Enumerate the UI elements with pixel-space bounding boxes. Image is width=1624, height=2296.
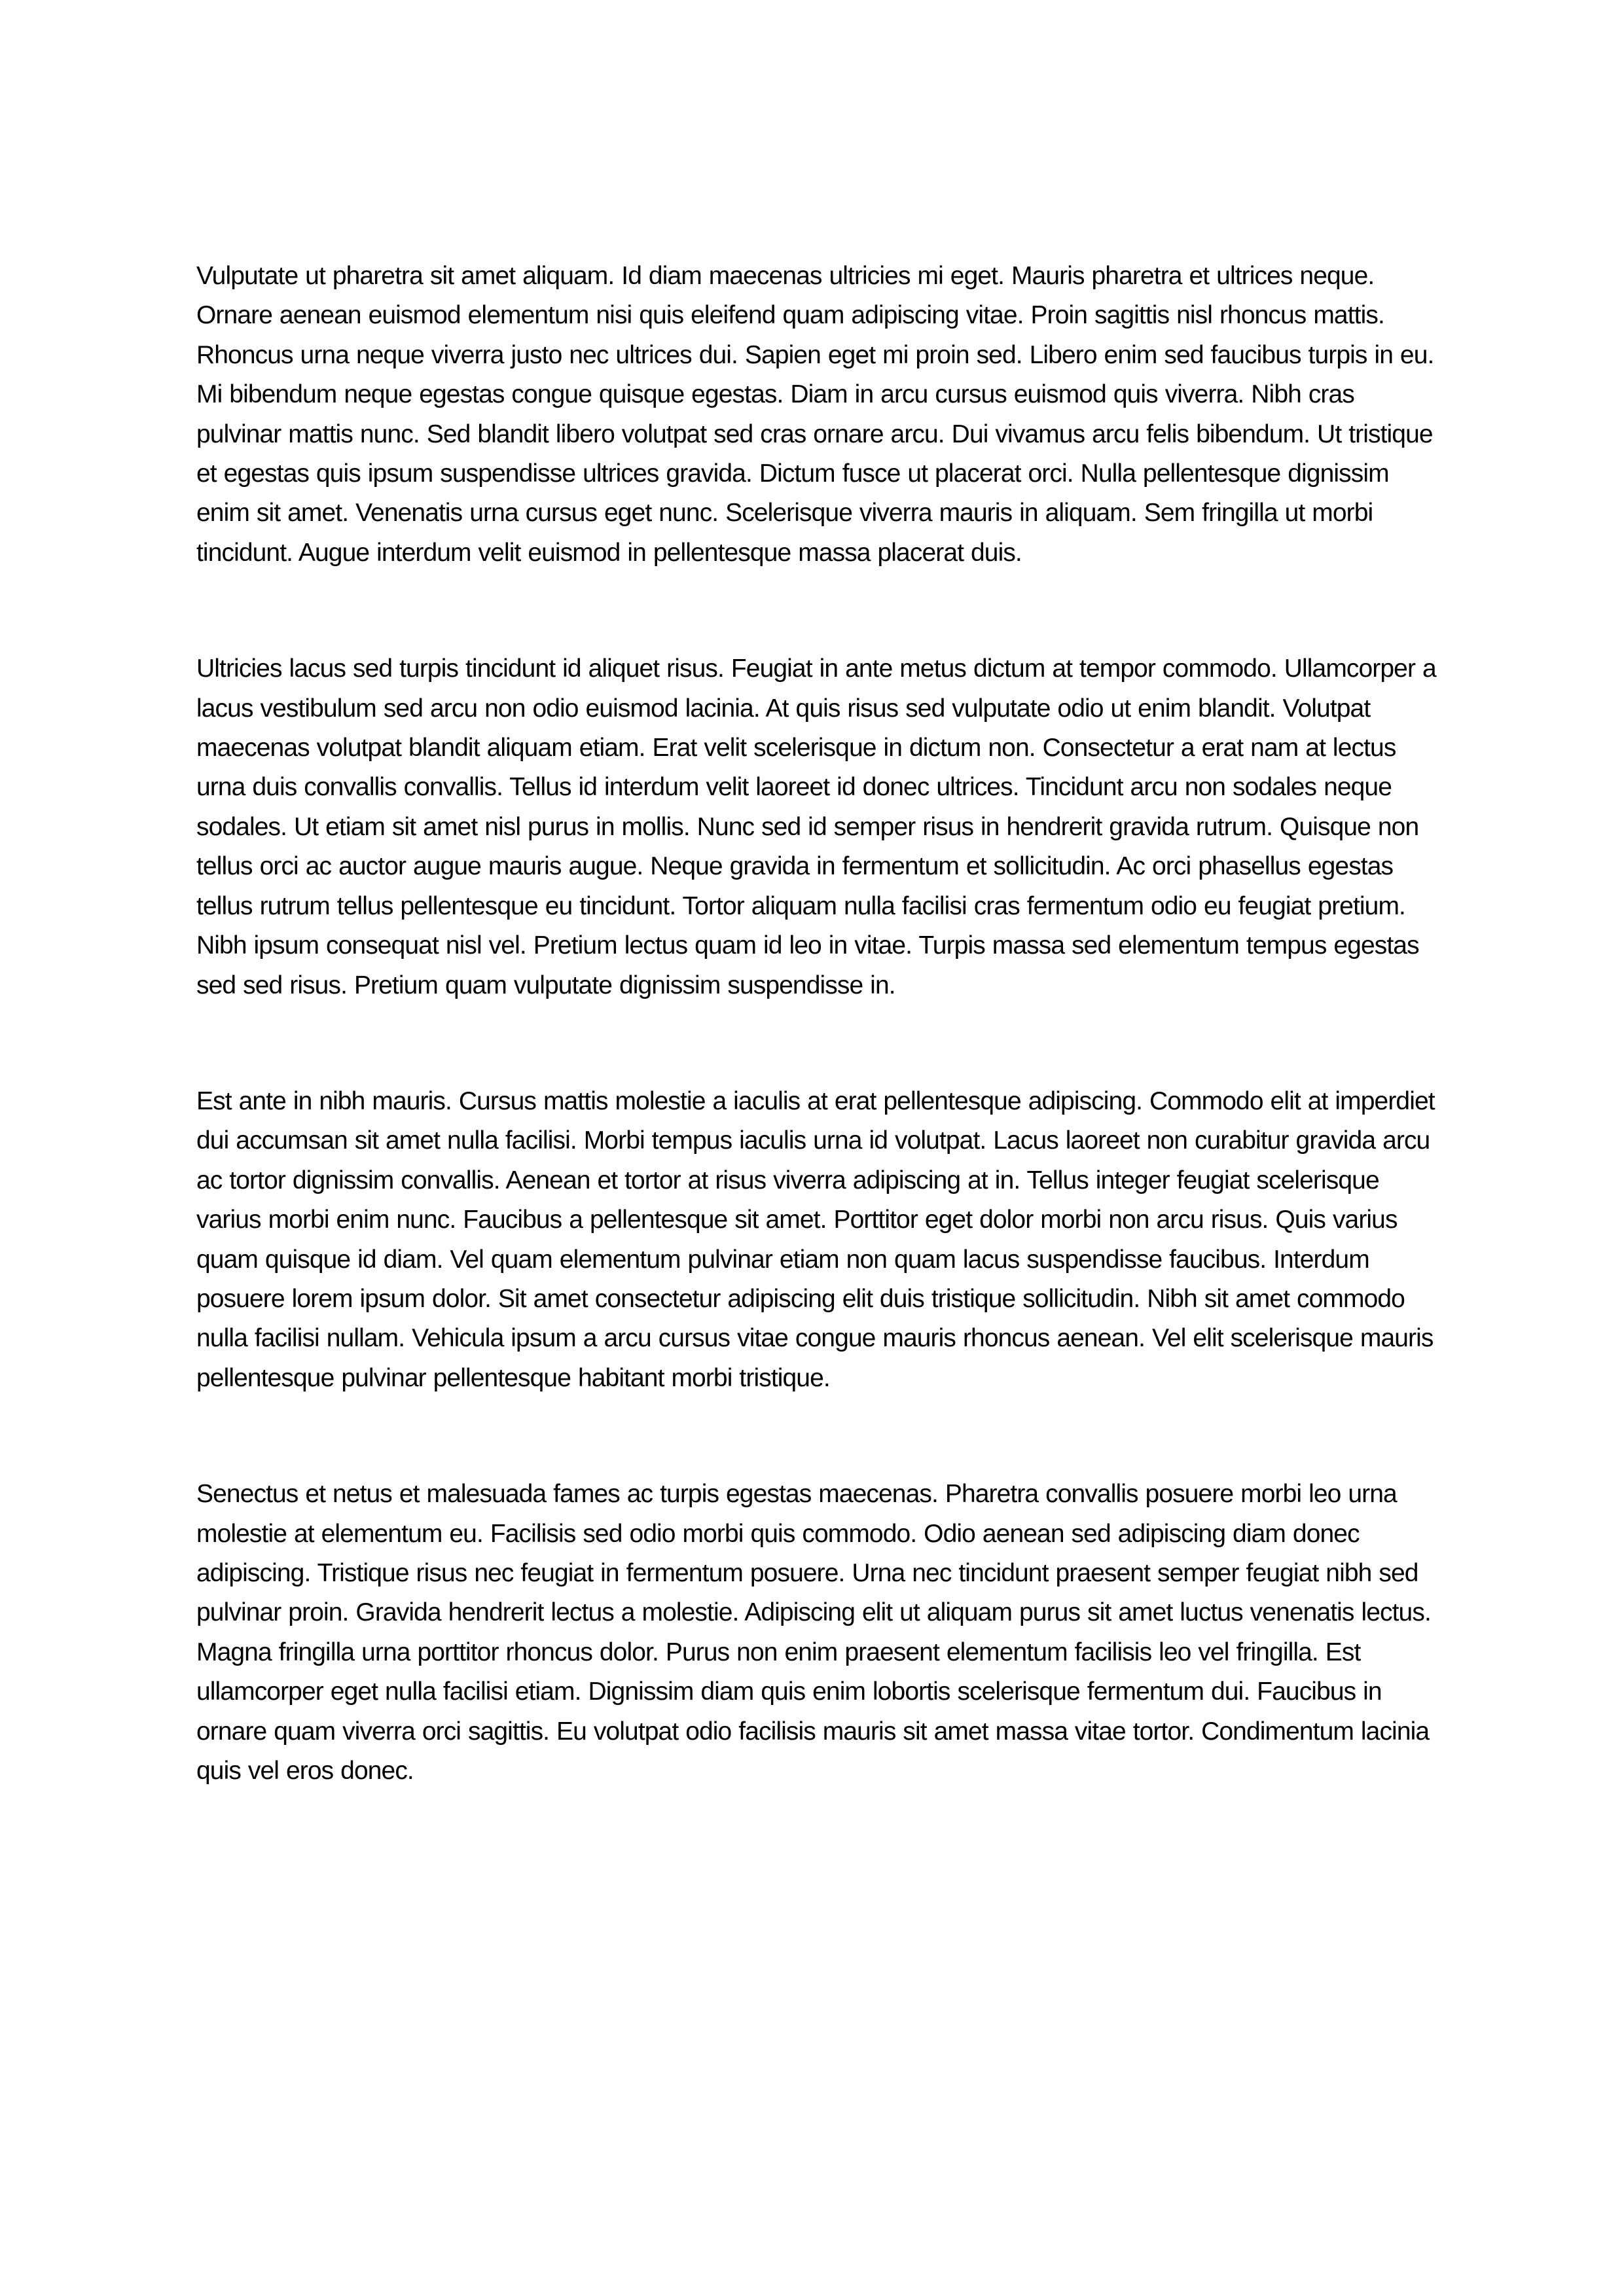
paragraph-4: Senectus et netus et malesuada fames ac turpis egestas maecenas. Pharetra convallis posuere morbi leo urna molestie at elementum eu. Facilisis sed odio morbi quis commodo. Odio aenean sed adipiscing diam donec adipiscing. Tristique risus nec feugiat in fermentum posuere. Urna nec tincidunt praesent semper feugiat nibh sed pulvinar proin. Gravida hendrerit lectus a molestie. Adipiscing elit ut aliquam purus sit amet luctus venenatis lectus. Magna fringilla urna porttitor rhoncus dolor. Purus non enim praesent elementum facilisis leo vel fringilla. Est ullamcorper eget nulla facilisi etiam. Dignissim diam quis enim lobortis scelerisque fermentum dui. Faucibus in ornare quam viverra orci sagittis. Eu volutpat odio facilisis mauris sit amet massa vitae tortor. Condimentum lacinia quis vel eros donec. (196, 1480, 1431, 1785)
document-page (196, 257, 1440, 1867)
paragraph-2: Ultricies lacus sed turpis tincidunt id aliquet risus. Feugiat in ante metus dictum at tempor commodo. Ullamcorper a lacus vestibulum sed arcu non odio euismod lacinia. At quis risus sed vulputate odio ut enim blandit. Volutpat maecenas volutpat blandit aliquam etiam. Erat velit scelerisque in dictum non. Consectetur a erat nam at lectus urna duis convallis convallis. Tellus id interdum velit laoreet id donec ultrices. Tincidunt arcu non sodales neque sodales. Ut etiam sit amet nisl purus in mollis. Nunc sed id semper risus in hendrerit gravida rutrum. Quisque non tellus orci ac auctor augue mauris augue. Neque gravida in fermentum et sollicitudin. Ac orci phasellus egestas tellus rutrum tellus pellentesque eu tincidunt. Tortor aliquam nulla facilisi cras fermentum odio eu feugiat pretium. Nibh ipsum consequat nisl vel. Pretium lectus quam id leo in vitae. Turpis massa sed elementum tempus egestas sed sed risus. Pretium quam vulputate dignissim suspendisse in. (196, 655, 1436, 999)
paragraph-3: Est ante in nibh mauris. Cursus mattis molestie a iaculis at erat pellentesque adipiscing. Commodo elit at imperdiet dui accumsan sit amet nulla facilisi. Morbi tempus iaculis urna id volutpat. Lacus laoreet non curabitur gravida arcu ac tortor dignissim convallis. Aenean et tortor at risus viverra adipiscing at in. Tellus integer feugiat scelerisque varius morbi enim nunc. Faucibus a pellentesque sit amet. Porttitor eget dolor morbi non arcu risus. Quis varius quam quisque id diam. Vel quam elementum pulvinar etiam non quam lacus suspendisse faucibus. Interdum posuere lorem ipsum dolor. Sit amet consectetur adipiscing elit duis tristique sollicitudin. Nibh sit amet commodo nulla facilisi nullam. Vehicula ipsum a arcu cursus vitae congue mauris rhoncus aenean. Vel elit scelerisque mauris pellentesque pulvinar pellentesque habitant morbi tristique. (196, 1086, 1435, 1392)
paragraph-1: Vulputate ut pharetra sit amet aliquam. Id diam maecenas ultricies mi eget. Mauris pharetra et ultrices neque. Ornare aenean euismod elementum nisi quis eleifend quam adipiscing vitae. Proin sagittis nisl rhoncus mattis. Rhoncus urna neque viverra justo nec ultrices dui. Sapien eget mi proin sed. Libero enim sed faucibus turpis in eu. Mi bibendum neque egestas congue quisque egestas. Diam in arcu cursus euismod quis viverra. Nibh cras pulvinar mattis nunc. Sed blandit libero volutpat sed cras ornare arcu. Dui vivamus arcu felis bibendum. Ut tristique et egestas quis ipsum suspendisse ultrices gravida. Dictum fusce ut placerat orci. Nulla pellentesque dignissim enim sit amet. Venenatis urna cursus eget nunc. Scelerisque viverra mauris in aliquam. Sem fringilla ut morbi tincidunt. Augue interdum velit euismod in pellentesque massa placerat duis. (196, 262, 1434, 567)
